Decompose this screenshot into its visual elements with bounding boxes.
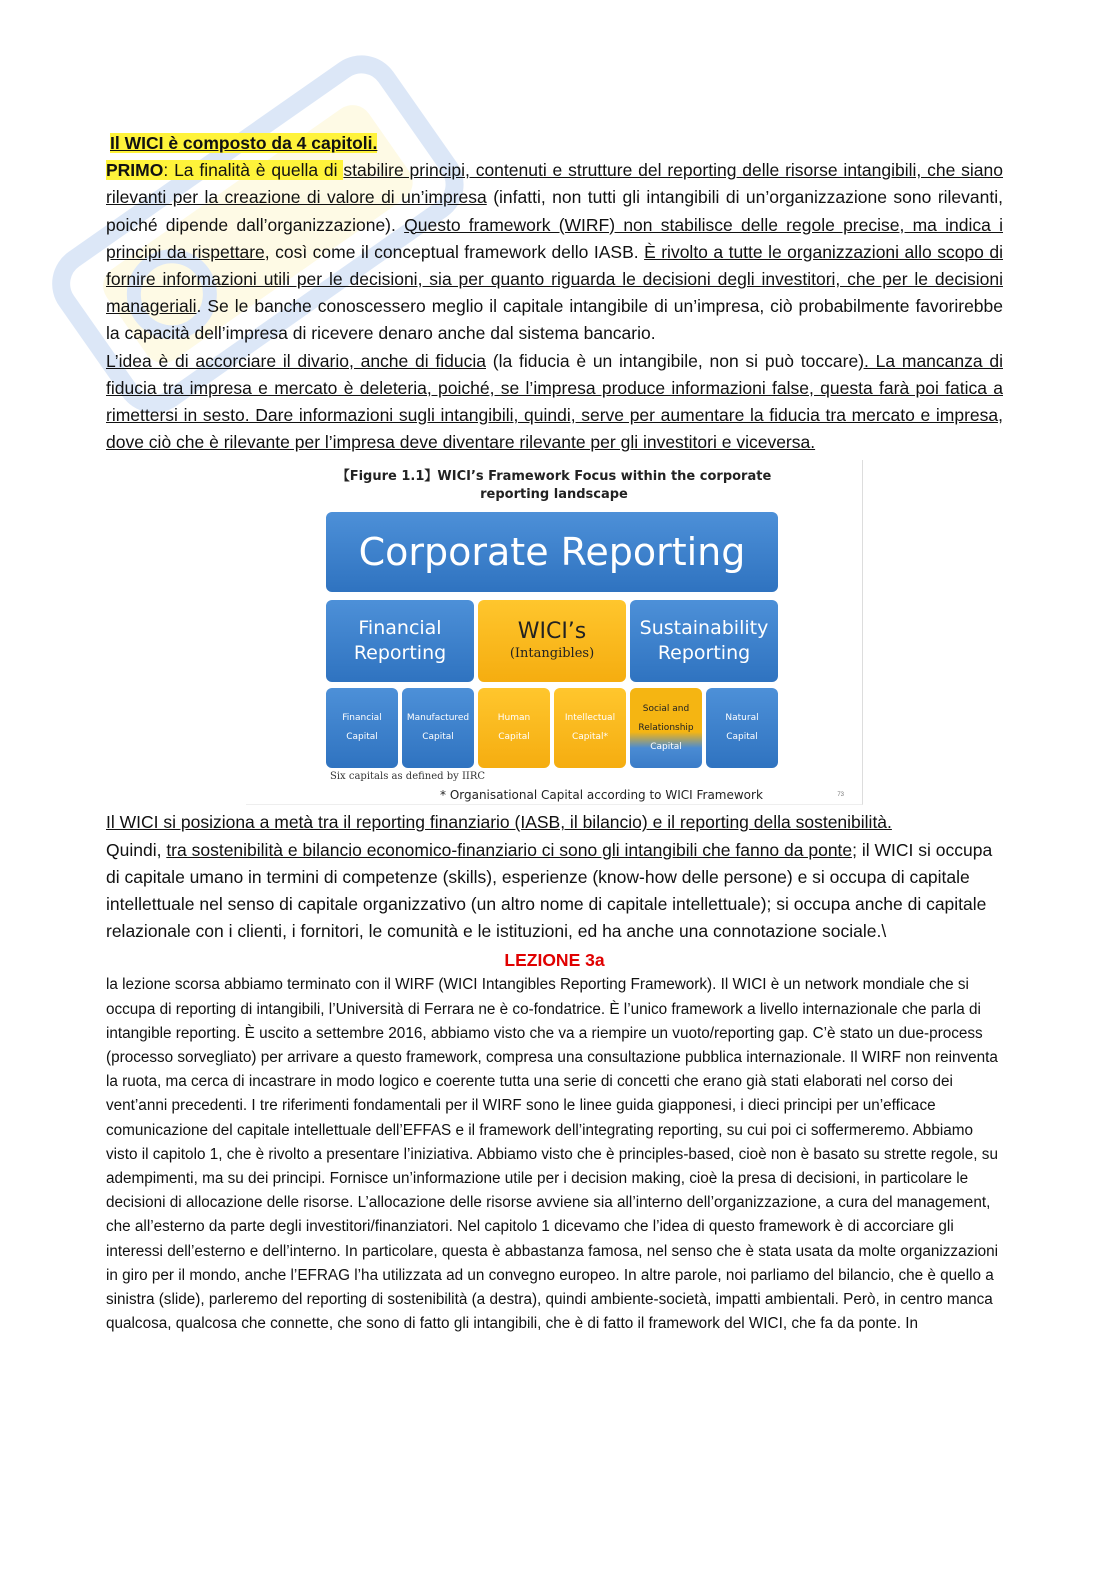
capital-label: Natural xyxy=(725,713,759,724)
text-span: Il WICI si posiziona a metà tra il reporting finanziario (IASB, il bilancio) e il reporting della sostenibilità. xyxy=(106,812,892,833)
text-span: L’idea è di accorciare il divario, anche di fiducia xyxy=(106,350,486,371)
sustainability-reporting-box xyxy=(630,600,778,682)
wici-intangibles-box xyxy=(478,600,626,682)
primo-label: PRIMO xyxy=(106,160,164,181)
capital-intellectual xyxy=(554,688,626,768)
box-label: Corporate Reporting xyxy=(358,530,746,575)
text-span: (la fiducia è un intangibile, non si può toccare xyxy=(486,350,859,371)
capital-social-relationship xyxy=(630,688,702,768)
capital-human xyxy=(478,688,550,768)
wici-framework-figure xyxy=(246,460,863,805)
page-content xyxy=(106,130,1003,1337)
box-sublabel: (Intangibles) xyxy=(509,646,595,662)
capital-label: Financial xyxy=(342,713,382,724)
financial-reporting-box xyxy=(326,600,474,682)
text-span: : La finalità è quella di xyxy=(163,160,344,181)
capital-label: Social and xyxy=(642,703,690,714)
capital-label: Capital xyxy=(726,732,758,743)
capital-label: Capital xyxy=(498,732,530,743)
box-label: Sustainability Reporting xyxy=(639,617,769,665)
organisational-capital-note: * Organisational Capital according to WICI Framework xyxy=(440,788,763,803)
capital-label: Capital xyxy=(650,741,682,752)
figure-title xyxy=(246,468,862,504)
text-span: tra sostenibilità e bilancio economico-finanziario ci sono gli intangibili che fanno da ponte; xyxy=(166,839,858,860)
capital-label: Capital xyxy=(422,732,454,743)
capital-manufactured xyxy=(402,688,474,768)
text-span: stabilire principi, contenuti e strutture del reporting delle risorse intangibili, che siano rilevanti per la creazione di valore di un’impresa xyxy=(106,160,1003,208)
six-capitals-note: Six capitals as defined by IIRC xyxy=(330,771,486,783)
text-span: , così come il conceptual framework dello IASB. xyxy=(264,241,645,262)
capital-label: Capital xyxy=(346,732,378,743)
paragraph-fiducia xyxy=(106,348,1003,457)
lesson-body: la lezione scorsa abbiamo terminato con il WIRF (WICI Intangibles Reporting Framework). Il WICI è un network mondiale che si occupa di reporting di intangibili, l’Università di Ferrara ne è co-fondatrice. È l’unico framework a livello internazionale che parla di intangible reporting. È uscito a settembre 2016, abbiamo visto che va a riempire un vuoto/reporting gap. C’è stato un due-process (processo sorvegliato) per arrivare a questo framework, compresa una consultazione pubblica internazionale. Il WIRF non reinventa la ruota, ma cerca di incastrare in modo logico e coerente tutta una serie di concetti che erano già stati elaborati nel corso dei vent’anni precedenti. I tre riferimenti fondamentali per il WIRF sono le linee guida giapponesi, i dieci principi per un’efficace comunicazione del capitale intellettuale dell’EFFAS e il framework dell’integrating reporting, su cui poi ci soffermeremo. Abbiamo visto il capitolo 1, che è rivolto a presentare l’iniziativa. Abbiamo visto che è principles-based, cioè non è basato su strette regole, su adempimenti, ma su dei principi. Fornisce un’informazione utile per i decision making, cioè la presa di decisioni, in particolare le decisioni di allocazione delle risorse. L’allocazione delle risorse avviene sia all’interno dell’organizzazione, a cura del management, che all’esterno da parte degli investitori/finanziatori. Nel capitolo 1 dicevamo che l’idea di questo framework è di accorciare gli interessi dell’esterno e dell’interno. In particolare, questa è abbastanza famosa, nel senso che è stata usata da molte organizzazioni in giro per il mondo, anche l’EFRAG l’ha utilizzata ad un convegno europeo. In altre parole, noi parliamo del bilancio, che è quello a sinistra (slide), parleremo del reporting di sostenibilità (a destra), quindi ambiente-società, impatti ambientali. Però, in centro manca qualcosa, qualcosa che connette, che sono di fatto gli intangibili, che è di fatto il framework del WICI, che fa da ponte. In xyxy=(106,976,998,1333)
text-span: . Se le banche conoscessero meglio il capitale intangibile di un’impresa, ciò probabilmente favorirebbe la capacità dell’impresa di ricevere denaro anche dal sistema bancario. xyxy=(106,296,1003,344)
capital-financial xyxy=(326,688,398,768)
figure-title-line: reporting landscape xyxy=(480,487,628,503)
capital-natural xyxy=(706,688,778,768)
figure-page-number: 73 xyxy=(837,792,844,799)
corporate-reporting-box xyxy=(326,512,778,592)
text-span: il WICI si occupa di capitale umano in termini di competenze (skills), esperienze (know-how delle persone) e si occupa di capitale intellettuale nel senso di capitale organizzativo (un altro nome di capitale intellettuale); si occupa anche di capitale relazionale con i clienti, i fornitori, le comunità e le istituzioni, ed ha anche una connotazione sociale.\ xyxy=(106,839,993,942)
text-span: (infatti, non tutti gli intangibili di un’organizzazione sono rilevanti, poiché dipende dall’organizzazione). xyxy=(106,187,1003,235)
capital-label: Relationship xyxy=(638,722,694,733)
paragraph-primo xyxy=(106,157,1003,347)
capital-label: Capital* xyxy=(571,732,609,743)
box-label: Financial Reporting xyxy=(353,617,447,665)
capital-label: Intellectual xyxy=(564,713,616,724)
figure-title-line: 【Figure 1.1】WICI’s Framework Focus within the corporate xyxy=(336,469,772,485)
text-span: È rivolto a tutte le organizzazioni allo scopo di fornire informazioni utili per le decisioni, sia per quanto riguarda le decisioni degli investitori, che per le decisioni manageriali xyxy=(106,241,1004,317)
text-span: Quindi, xyxy=(106,839,167,860)
capital-label: Manufactured xyxy=(406,713,470,724)
box-label: WICI’s xyxy=(517,619,587,645)
text-span: Questo framework (WIRF) non stabilisce delle regole precise, ma indica i principi da rispettare xyxy=(106,214,1003,262)
paragraph-positioning xyxy=(106,809,1003,945)
capital-label: Human xyxy=(497,713,531,724)
section-title xyxy=(106,130,1003,157)
lesson-title: LEZIONE 3a xyxy=(504,950,605,971)
text-span: ). La mancanza di fiducia tra impresa e mercato è deleteria, poiché, se l’impresa produce informazioni false, questa farà poi fatica a rimettersi in sesto. Dare informazioni sugli intangibili, quindi, serve per aumentare la fiducia tra mercato e impresa, dove ciò che è rilevante per l’impresa deve diventare rilevante per gli investitori e viceversa. xyxy=(106,350,1003,453)
chapter-heading: Il WICI è composto da 4 capitoli. xyxy=(110,133,378,153)
